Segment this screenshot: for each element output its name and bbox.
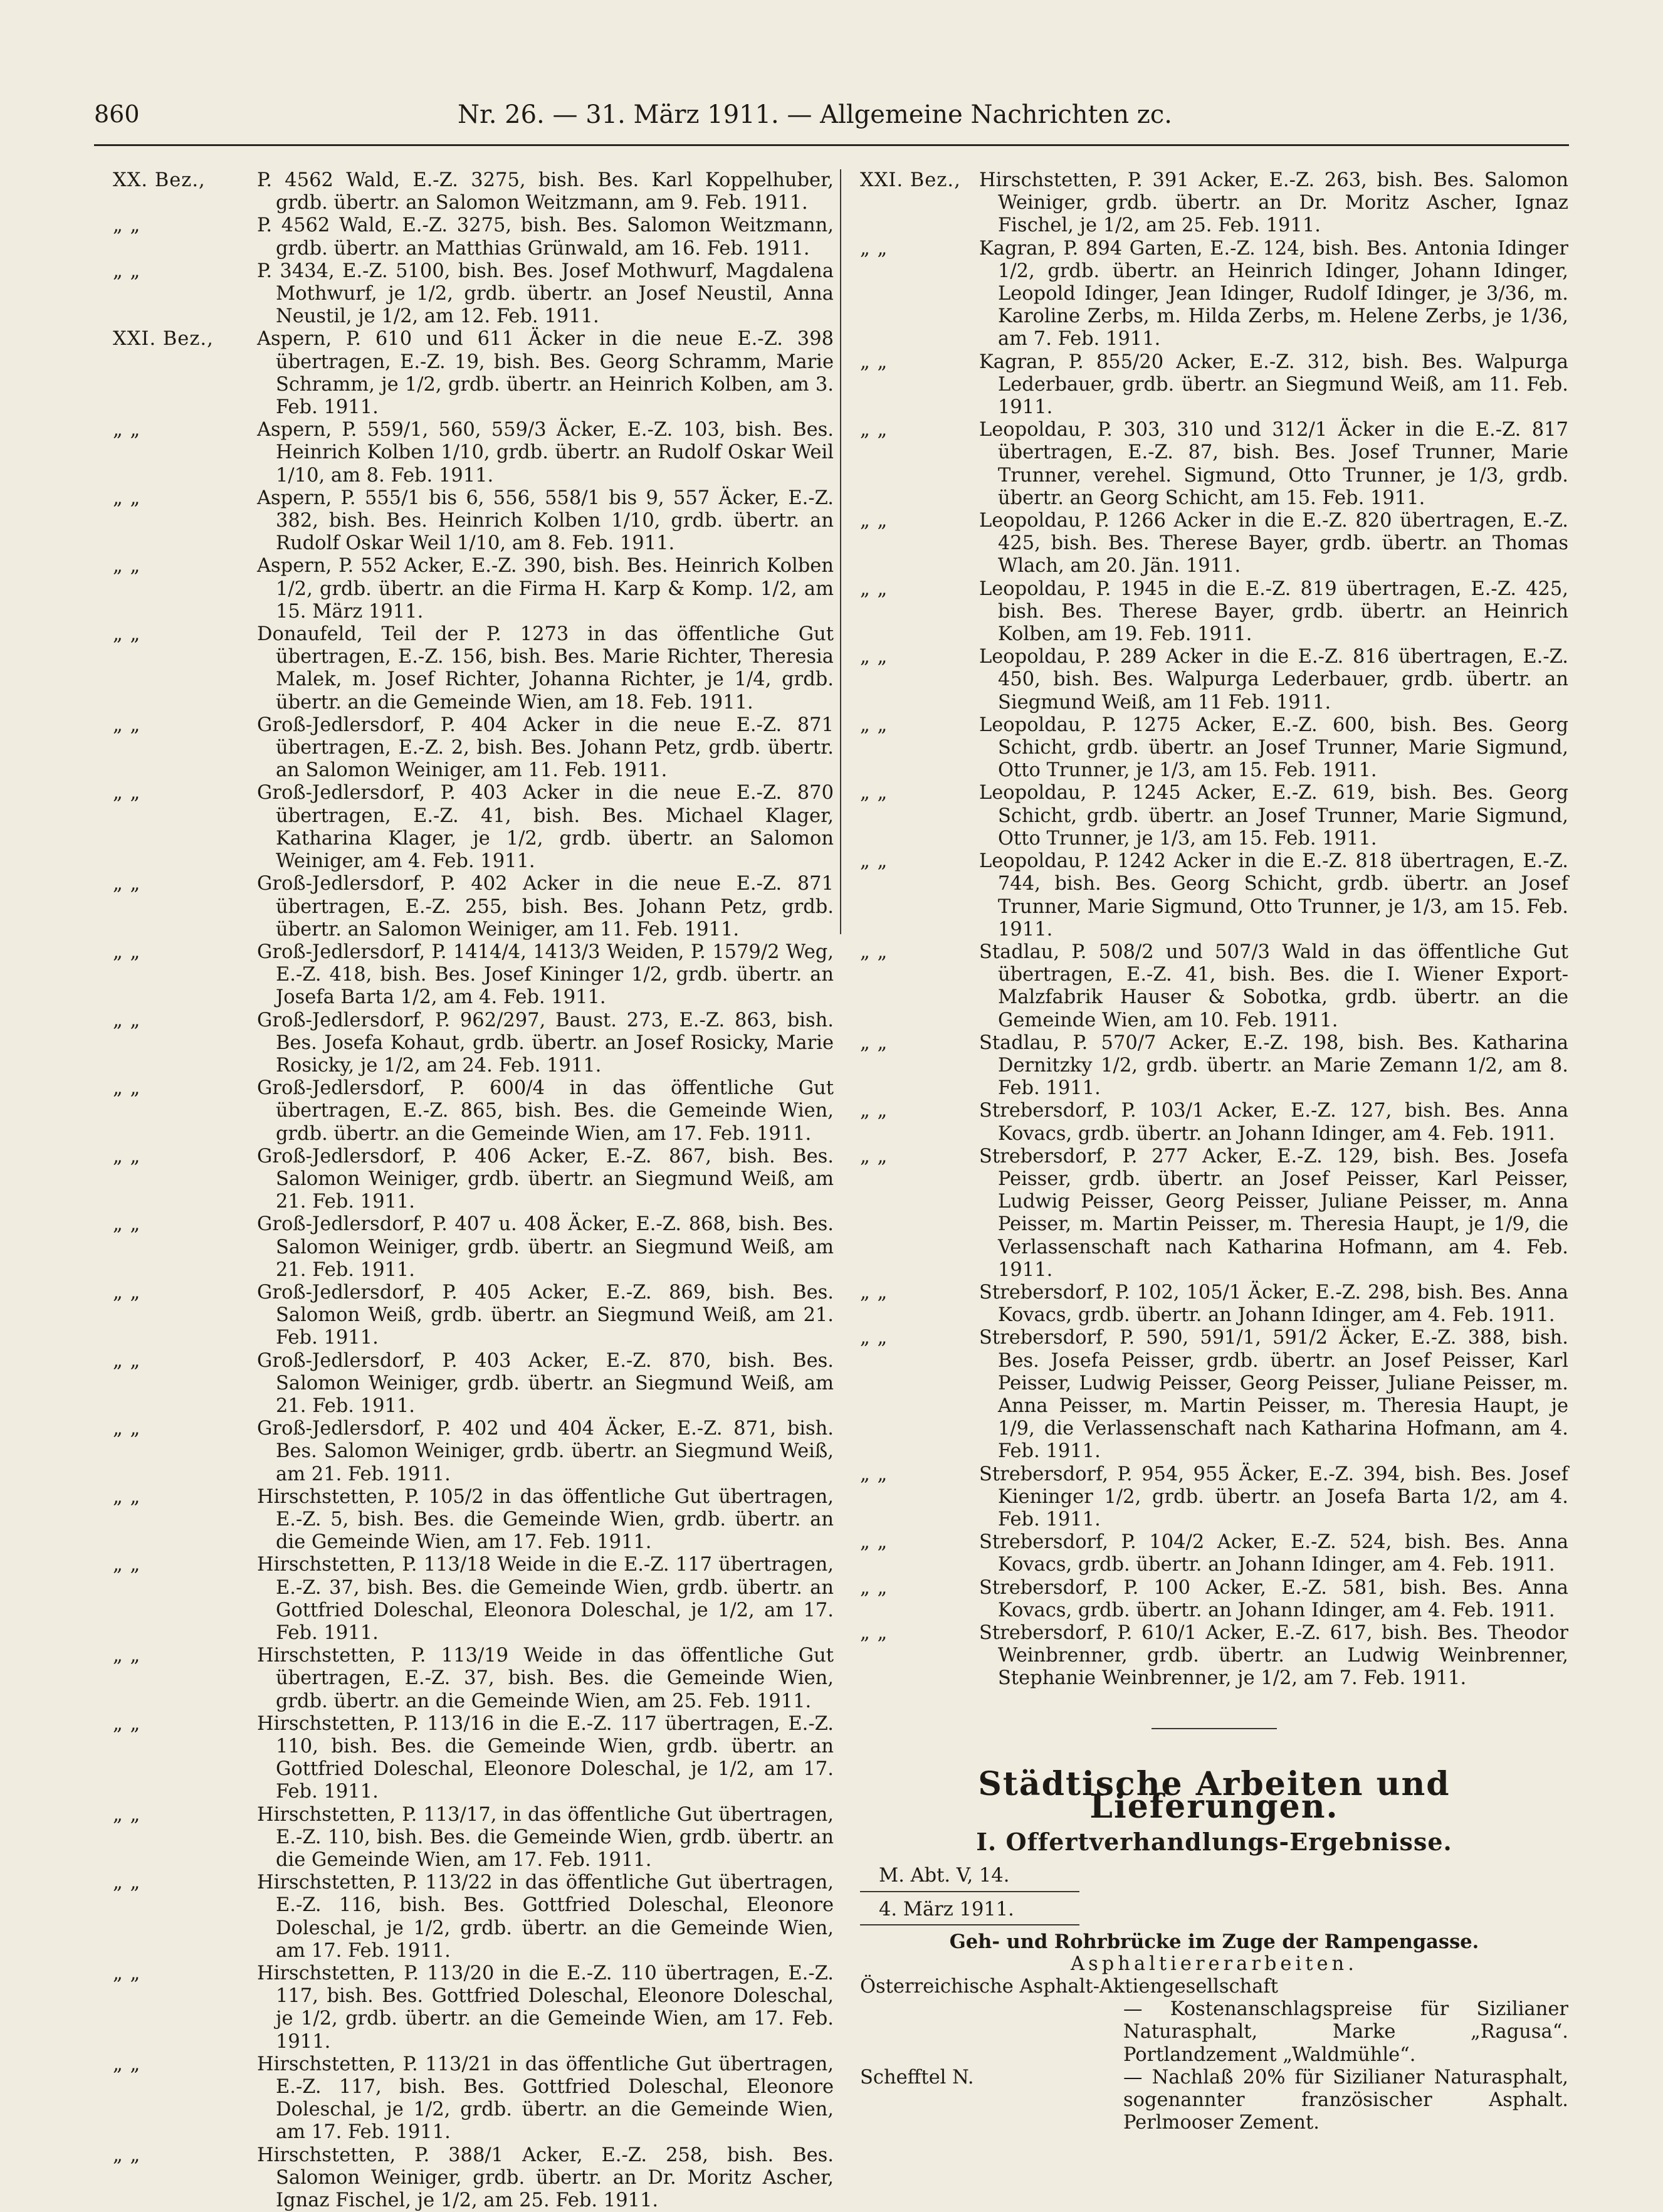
bidder-offer: — Kostenanschlagspreise für Sizilianer Naturasphalt, Marke „Ragusa“. Portlandzement „Waldmühle“. (1123, 1998, 1568, 2066)
entry-text: P. 4562 Wald, E.-Z. 3275, bish. Bes. Karl Koppelhuber, grdb. übertr. an Salomon Weitzmann, am 9. Feb. 1911. (257, 169, 834, 214)
entry-text: Strebersdorf, P. 100 Acker, E.-Z. 581, bish. Bes. Anna Kovacs, grdb. übertr. an Johann Idinger, am 4. Feb. 1911. (979, 1576, 1568, 1621)
entry-district: „ „ (860, 1031, 888, 1054)
bidder-name (860, 1998, 1123, 2067)
entry-text: Hirschstetten, P. 113/19 Weide in das öffentliche Gut übertragen, E.-Z. 37, bish. Bes. die Gemeinde Wien, grdb. übertr. an die Gemeinde Wien, am 25. Feb. 1911. (257, 1645, 834, 1712)
section-title: Städtische Arbeiten und Lieferungen. (978, 1764, 1451, 1826)
right-column (860, 169, 1568, 2134)
register-entry (113, 260, 834, 329)
register-entry (113, 1486, 834, 1554)
register-entry (860, 1463, 1568, 1532)
right-entries (860, 169, 1568, 1690)
entry-text: Strebersdorf, P. 954, 955 Äcker, E.-Z. 394, bish. Bes. Josef Kieninger 1/2, grdb. übertr. an Josefa Barta 1/2, am 4. Feb. 1911. (979, 1463, 1568, 1530)
entry-text: Leopoldau, P. 1266 Acker in die E.-Z. 820 übertragen, E.-Z. 425, bish. Bes. Therese Bayer, grdb. übertr. an Thomas Wlach, am 20. Jän. 1911. (979, 510, 1568, 577)
section-rule (1152, 1728, 1277, 1729)
register-entry (113, 2144, 834, 2212)
entry-district: „ „ (860, 646, 888, 668)
section-subtitle: I. Offertverhandlungs-Ergebnisse. (976, 1828, 1452, 1856)
entry-text: Leopoldau, P. 1275 Acker, E.-Z. 600, bish. Bes. Georg Schicht, grdb. übertr. an Josef Trunner, Marie Sigmund, Otto Trunner, je 1/3, am 15. Feb. 1911. (979, 714, 1568, 782)
entry-text: Kagran, P. 894 Garten, E.-Z. 124, bish. Bes. Antonia Idinger 1/2, grdb. übertr. an Heinrich Idinger, Johann Idinger, Leopold Idinger, Jean Idinger, Rudolf Idinger, je 3/36, m. Karoline Zerbs, m. Hilda Zerbs, m. Helene Zerbs, je 1/36, am 7. Feb. 1911. (979, 237, 1568, 350)
entry-text: Groß-Jedlersdorf, P. 403 Acker in die neue E.-Z. 870 übertragen, E.-Z. 41, bish. Bes. Michael Klager, Katharina Klager, je 1/2, grdb. übertr. an Salomon Weiniger, am 4. Feb. 1911. (257, 782, 834, 873)
entry-district: „ „ (860, 1100, 888, 1122)
entry-text: Stadlau, P. 570/7 Acker, E.-Z. 198, bish. Bes. Katharina Dernitzky 1/2, grdb. übertr. an Marie Zemann 1/2, am 8. Feb. 1911. (979, 1031, 1568, 1100)
register-entry (113, 941, 834, 1009)
register-entry (113, 782, 834, 873)
entry-text: Leopoldau, P. 289 Acker in die E.-Z. 816 übertragen, E.-Z. 450, bish. Bes. Walpurga Lederbauer, grdb. übertr. an Siegmund Weiß, am 11 Feb. 1911. (979, 646, 1568, 714)
register-entry (860, 646, 1568, 714)
section-subject: Geh- und Rohrbrücke im Zuge der Rampengasse. (949, 1930, 1479, 1953)
entry-text: P. 4562 Wald, E.-Z. 3275, bish. Bes. Salomon Weitzmann, grdb. übertr. an Matthias Grünwald, am 16. Feb. 1911. (257, 214, 834, 260)
entry-text: Groß-Jedlersdorf, P. 402 Acker in die neue E.-Z. 871 übertragen, E.-Z. 255, bish. Bes. Johann Petz, grdb. übertr. an Salomon Weiniger, am 11. Feb. 1911. (257, 873, 834, 940)
register-entry (860, 1577, 1568, 1622)
register-entry (113, 1146, 834, 1214)
register-entry (113, 1962, 834, 2053)
department-ref: M. Abt. V, 14. (860, 1865, 1079, 1892)
register-entry (860, 1032, 1568, 1100)
entry-district: „ „ (113, 1485, 141, 1508)
register-entry (113, 2053, 834, 2144)
bidder-row (860, 1976, 1568, 1998)
entry-text: Groß-Jedlersdorf, P. 1414/4, 1413/3 Weiden, P. 1579/2 Weg, E.-Z. 418, bish. Bes. Josef Kininger 1/2, grdb. übertr. an Josefa Barta 1/2, am 4. Feb. 1911. (257, 940, 834, 1009)
entry-district: „ „ (113, 1281, 141, 1304)
register-entry (113, 1213, 834, 1282)
register-entry (860, 419, 1568, 510)
entry-text: Groß-Jedlersdorf, P. 403 Acker, E.-Z. 870, bish. Bes. Salomon Weiniger, grdb. übertr. an Siegmund Weiß, am 21. Feb. 1911. (257, 1349, 834, 1417)
entry-text: Hirschstetten, P. 113/16 in die E.-Z. 117 übertragen, E.-Z. 110, bish. Bes. die Gemeinde Wien, grdb. übertr. an Gottfried Doleschal, Eleonore Doleschal, je 1/2, am 17. Feb. 1911. (257, 1712, 834, 1803)
entry-district: „ „ (113, 623, 141, 646)
register-entry (113, 1554, 834, 1645)
page-title: Nr. 26. — 31. März 1911. — Allgemeine Nachrichten zc. (458, 100, 1172, 129)
entry-district: „ „ (860, 1622, 888, 1644)
entry-text: Hirschstetten, P. 113/21 in das öffentliche Gut übertragen, E.-Z. 117, bish. Bes. Gottfried Doleschal, Eleonore Doleschal, je 1/2, grdb. übertr. an die Gemeinde Wien, am 17. Feb. 1911. (257, 2053, 834, 2144)
entry-text: Groß-Jedlersdorf, P. 600/4 in das öffentliche Gut übertragen, E.-Z. 865, bish. Bes. die Gemeinde Wien, grdb. übertr. an die Gemeinde Wien, am 17. Feb. 1911. (257, 1077, 834, 1145)
entry-text: Aspern, P. 610 und 611 Äcker in die neue E.-Z. 398 übertragen, E.-Z. 19, bish. Bes. Georg Schramm, Marie Schramm, je 1/2, grdb. übertr. an Heinrich Kolben, am 3. Feb. 1911. (257, 328, 834, 419)
entry-text: Leopoldau, P. 1945 in die E.-Z. 819 übertragen, E.-Z. 425, bish. Bes. Therese Bayer, grdb. übertr. an Heinrich Kolben, am 19. Feb. 1911. (979, 577, 1568, 646)
entry-text: Leopoldau, P. 303, 310 und 312/1 Äcker in die E.-Z. 817 übertragen, E.-Z. 87, bish. Bes. Josef Trunner, Marie Trunner, verehel. Sigmund, Otto Trunner, je 1/3, grdb. übertr. an Georg Schicht, am 15. Feb. 1911. (979, 419, 1568, 509)
entry-district: „ „ (860, 940, 888, 963)
entry-district: „ „ (113, 714, 141, 736)
entry-text: P. 3434, E.-Z. 5100, bish. Bes. Josef Mothwurf, Magdalena Mothwurf, je 1/2, grdb. übertr. an Josef Neustil, Anna Neustil, je 1/2, am 12. Feb. 1911. (257, 260, 834, 328)
bidder-row (860, 2067, 1568, 2135)
entry-district: „ „ (860, 510, 888, 532)
work-type: Asphaltiererarbeiten. (1071, 1952, 1358, 1975)
register-entry (113, 1077, 834, 1146)
register-entry (113, 328, 834, 419)
entry-text: Hirschstetten, P. 113/18 Weide in die E.-Z. 117 übertragen, E.-Z. 37, bish. Bes. die Gemeinde Wien, grdb. übertr. an Gottfried Doleschal, Eleonora Doleschal, je 1/2, am 17. Feb. 1911. (257, 1554, 834, 1644)
entry-district: „ „ (113, 1009, 141, 1031)
entry-district: „ „ (113, 487, 141, 509)
entry-district: „ „ (860, 237, 888, 260)
register-entry (860, 510, 1568, 578)
entry-text: Groß-Jedlersdorf, P. 962/297, Baust. 273, E.-Z. 863, bish. Bes. Josefa Kohaut, grdb. übertr. an Josef Rosicky, Marie Rosicky, je 1/2, am 24. Feb. 1911. (257, 1009, 834, 1077)
entry-district: „ „ (860, 782, 888, 804)
entry-district: „ „ (113, 1077, 141, 1100)
bidder-name: Österreichische Asphalt-Aktiengesellschaft (860, 1976, 1278, 1998)
register-entry (113, 1713, 834, 1804)
entry-district: „ „ (113, 260, 141, 282)
entry-district: „ „ (860, 850, 888, 873)
entry-text: Groß-Jedlersdorf, P. 405 Acker, E.-Z. 869, bish. Bes. Salomon Weiß, grdb. übertr. an Siegmund Weiß, am 21. Feb. 1911. (257, 1281, 834, 1349)
bidder-name: Schefftel N. (860, 2066, 974, 2088)
register-entry (860, 1531, 1568, 1576)
entry-text: Hirschstetten, P. 113/20 in die E.-Z. 110 übertragen, E.-Z. 117, bish. Bes. Gottfried Doleschal, Eleonore Doleschal, je 1/2, grdb. übertr. an die Gemeinde Wien, am 17. Feb. 1911. (257, 1962, 834, 2053)
section-date: 4. März 1911. (860, 1892, 1079, 1925)
register-entry (113, 623, 834, 714)
entry-district: „ „ (113, 782, 141, 804)
register-entry (113, 169, 834, 214)
register-entry (860, 578, 1568, 646)
register-entry (113, 873, 834, 941)
entry-district: „ „ (860, 577, 888, 600)
entry-text: Hirschstetten, P. 113/22 in das öffentliche Gut übertragen, E.-Z. 116, bish. Bes. Gottfried Doleschal, Eleonore Doleschal, je 1/2, grdb. übertr. an die Gemeinde Wien, am 17. Feb. 1911. (257, 1872, 834, 1962)
register-entry (113, 487, 834, 556)
entry-district: XX. Bez., (113, 169, 206, 191)
entry-text: Groß-Jedlersdorf, P. 407 u. 408 Äcker, E.-Z. 868, bish. Bes. Salomon Weiniger, grdb. übertr. an Siegmund Weiß, am 21. Feb. 1911. (257, 1213, 834, 1281)
entry-district: „ „ (113, 1418, 141, 1440)
entry-district: „ „ (113, 940, 141, 963)
entry-text: Stadlau, P. 508/2 und 507/3 Wald in das öffentliche Gut übertragen, E.-Z. 41, bish. Bes. die I. Wiener Export-Malzfabrik Hauser & Sobotka, grdb. übertr. an die Gemeinde Wien, am 10. Feb. 1911. (979, 940, 1568, 1031)
entry-text: Groß-Jedlersdorf, P. 404 Acker in die neue E.-Z. 871 übertragen, E.-Z. 2, bish. Bes. Johann Petz, grdb. übertr. an Salomon Weiniger, am 11. Feb. 1911. (257, 714, 834, 782)
entry-district: „ „ (113, 2144, 141, 2166)
entry-district: „ „ (113, 1962, 141, 1985)
entry-text: Strebersdorf, P. 104/2 Acker, E.-Z. 524, bish. Bes. Anna Kovacs, grdb. übertr. an Johann Idinger, am 4. Feb. 1911. (979, 1531, 1568, 1576)
entry-district: „ „ (113, 1803, 141, 1826)
register-entry (860, 714, 1568, 782)
register-entry (113, 714, 834, 782)
entry-text: Leopoldau, P. 1245 Acker, E.-Z. 619, bish. Bes. Georg Schicht, grdb. übertr. an Josef Trunner, Marie Sigmund, Otto Trunner, je 1/3, am 15. Feb. 1911. (979, 782, 1568, 850)
entry-text: Aspern, P. 555/1 bis 6, 556, 558/1 bis 9, 557 Äcker, E.-Z. 382, bish. Bes. Heinrich Kolben 1/10, grdb. übertr. an Rudolf Oskar Weil 1/10, am 8. Feb. 1911. (257, 487, 834, 555)
entry-district: „ „ (860, 1327, 888, 1349)
register-entry (113, 1009, 834, 1078)
entry-text: Groß-Jedlersdorf, P. 402 und 404 Äcker, E.-Z. 871, bish. Bes. Salomon Weiniger, grdb. übertr. an Siegmund Weiß, am 21. Feb. 1911. (257, 1418, 834, 1485)
register-entry (113, 419, 834, 487)
register-entry (113, 1872, 834, 1962)
entry-district: „ „ (113, 1145, 141, 1167)
entry-district: „ „ (113, 214, 141, 237)
register-entry (860, 1282, 1568, 1327)
bidder-offer: — Nachlaß 20% für Sizilianer Naturasphalt, sogenannter französischer Asphalt. Perlmooser Zement. (1123, 2066, 1568, 2134)
register-entry (113, 1350, 834, 1418)
entry-text: Strebersdorf, P. 610/1 Acker, E.-Z. 617, bish. Bes. Theodor Weinbrenner, grdb. übertr. an Ludwig Weinbrenner, Stephanie Weinbrenner, je 1/2, am 7. Feb. 1911. (979, 1622, 1568, 1690)
entry-district: „ „ (860, 1145, 888, 1167)
entry-text: Groß-Jedlersdorf, P. 406 Acker, E.-Z. 867, bish. Bes. Salomon Weiniger, grdb. übertr. an Siegmund Weiß, am 21. Feb. 1911. (257, 1145, 834, 1213)
entry-district: „ „ (113, 1213, 141, 1236)
register-entry (113, 1418, 834, 1486)
entry-text: Hirschstetten, P. 391 Acker, E.-Z. 263, bish. Bes. Salomon Weiniger, grdb. übertr. an Dr. Moritz Ascher, Ignaz Fischel, je 1/2, am 25. Feb. 1911. (979, 169, 1568, 237)
entry-text: Hirschstetten, P. 388/1 Acker, E.-Z. 258, bish. Bes. Salomon Weiniger, grdb. übertr. an Dr. Moritz Ascher, Ignaz Fischel, je 1/2, am 25. Feb. 1911. (257, 2144, 834, 2212)
register-entry (860, 941, 1568, 1032)
register-entry (113, 214, 834, 260)
register-entry (113, 1282, 834, 1350)
register-entry (860, 1146, 1568, 1282)
register-entry (860, 238, 1568, 351)
entry-district: „ „ (113, 873, 141, 895)
page-header (94, 100, 1569, 146)
entry-text: Hirschstetten, P. 113/17, in das öffentliche Gut übertragen, E.-Z. 110, bish. Bes. die Gemeinde Wien, grdb. übertr. an die Gemeinde Wien, am 17. Feb. 1911. (257, 1803, 834, 1872)
entry-text: Strebersdorf, P. 590, 591/1, 591/2 Äcker, E.-Z. 388, bish. Bes. Josefa Peisser, grdb. übertr. an Josef Peisser, Karl Peisser, Ludwig Peisser, Georg Peisser, Juliane Peisser, m. Anna Peisser, m. Martin Peisser, m. Theresia Haupt, je 1/9, die Verlassenschaft nach Katharina Hofmann, am 4. Feb. 1911. (979, 1327, 1568, 1463)
register-entry (860, 850, 1568, 941)
entry-text: Strebersdorf, P. 277 Acker, E.-Z. 129, bish. Bes. Josefa Peisser, grdb. übertr. an Josef Peisser, Karl Peisser, Ludwig Peisser, Georg Peisser, Juliane Peisser, m. Anna Peisser, m. Martin Peisser, m. Theresia Haupt, je 1/9, die Verlassenschaft nach Katharina Hofmann, am 4. Feb. 1911. (979, 1145, 1568, 1281)
bidder-row (860, 1998, 1568, 2067)
entry-text: Strebersdorf, P. 103/1 Acker, E.-Z. 127, bish. Bes. Anna Kovacs, grdb. übertr. an Johann Idinger, am 4. Feb. 1911. (979, 1100, 1568, 1145)
entry-text: Aspern, P. 559/1, 560, 559/3 Äcker, E.-Z. 103, bish. Bes. Heinrich Kolben 1/10, grdb. übertr. an Rudolf Oskar Weil 1/10, am 8. Feb. 1911. (257, 419, 834, 487)
register-entry (113, 1645, 834, 1713)
register-entry (860, 782, 1568, 850)
entry-district: „ „ (860, 1531, 888, 1554)
entry-district: „ „ (113, 1554, 141, 1576)
entry-district: XXI. Bez., (113, 328, 214, 350)
register-entry (113, 555, 834, 623)
entry-district: „ „ (860, 419, 888, 441)
register-entry (860, 1100, 1568, 1145)
entry-text: Strebersdorf, P. 102, 105/1 Äcker, E.-Z. 298, bish. Bes. Anna Kovacs, grdb. übertr. an Johann Idinger, am 4. Feb. 1911. (979, 1281, 1568, 1327)
register-entry (860, 351, 1568, 419)
register-entry (860, 1622, 1568, 1690)
entry-district: „ „ (113, 419, 141, 441)
register-entry (860, 1327, 1568, 1463)
entry-text: Leopoldau, P. 1242 Acker in die E.-Z. 818 übertragen, E.-Z. 744, bish. Bes. Georg Schicht, grdb. übertr. an Josef Trunner, Marie Sigmund, Otto Trunner, je 1/3, am 15. Feb. 1911. (979, 850, 1568, 940)
entry-district: XXI. Bez., (860, 169, 961, 191)
left-column (113, 169, 834, 2212)
entry-district: „ „ (860, 1281, 888, 1304)
entry-district: „ „ (860, 350, 888, 373)
register-entry (113, 1804, 834, 1872)
entry-district: „ „ (860, 1463, 888, 1485)
entry-district: „ „ (860, 1576, 888, 1599)
entry-text: Hirschstetten, P. 105/2 in das öffentliche Gut übertragen, E.-Z. 5, bish. Bes. die Gemeinde Wien, grdb. übertr. an die Gemeinde Wien, am 17. Feb. 1911. (257, 1485, 834, 1554)
entry-district: „ „ (113, 1872, 141, 1894)
bidders-list (860, 1976, 1568, 2134)
entry-text: Donaufeld, Teil der P. 1273 in das öffentliche Gut übertragen, E.-Z. 156, bish. Bes. Marie Richter, Theresia Malek, m. Josef Richter, Johanna Richter, je 1/4, grdb. übertr. an die Gemeinde Wien, am 18. Feb. 1911. (257, 623, 834, 714)
entry-district: „ „ (113, 1349, 141, 1372)
register-entry (860, 169, 1568, 238)
entry-district: „ „ (113, 1645, 141, 1667)
column-divider (840, 169, 841, 934)
entry-text: Aspern, P. 552 Acker, E.-Z. 390, bish. Bes. Heinrich Kolben 1/2, grdb. übertr. an die Firma H. Karp & Komp. 1/2, am 15. März 1911. (257, 555, 834, 623)
entry-text: Kagran, P. 855/20 Acker, E.-Z. 312, bish. Bes. Walpurga Lederbauer, grdb. übertr. an Siegmund Weiß, am 11. Feb. 1911. (979, 350, 1568, 419)
entry-district: „ „ (860, 714, 888, 736)
entry-district: „ „ (113, 1712, 141, 1735)
entry-district: „ „ (113, 555, 141, 577)
entry-district: „ „ (113, 2053, 141, 2075)
page-number: 860 (94, 100, 140, 128)
